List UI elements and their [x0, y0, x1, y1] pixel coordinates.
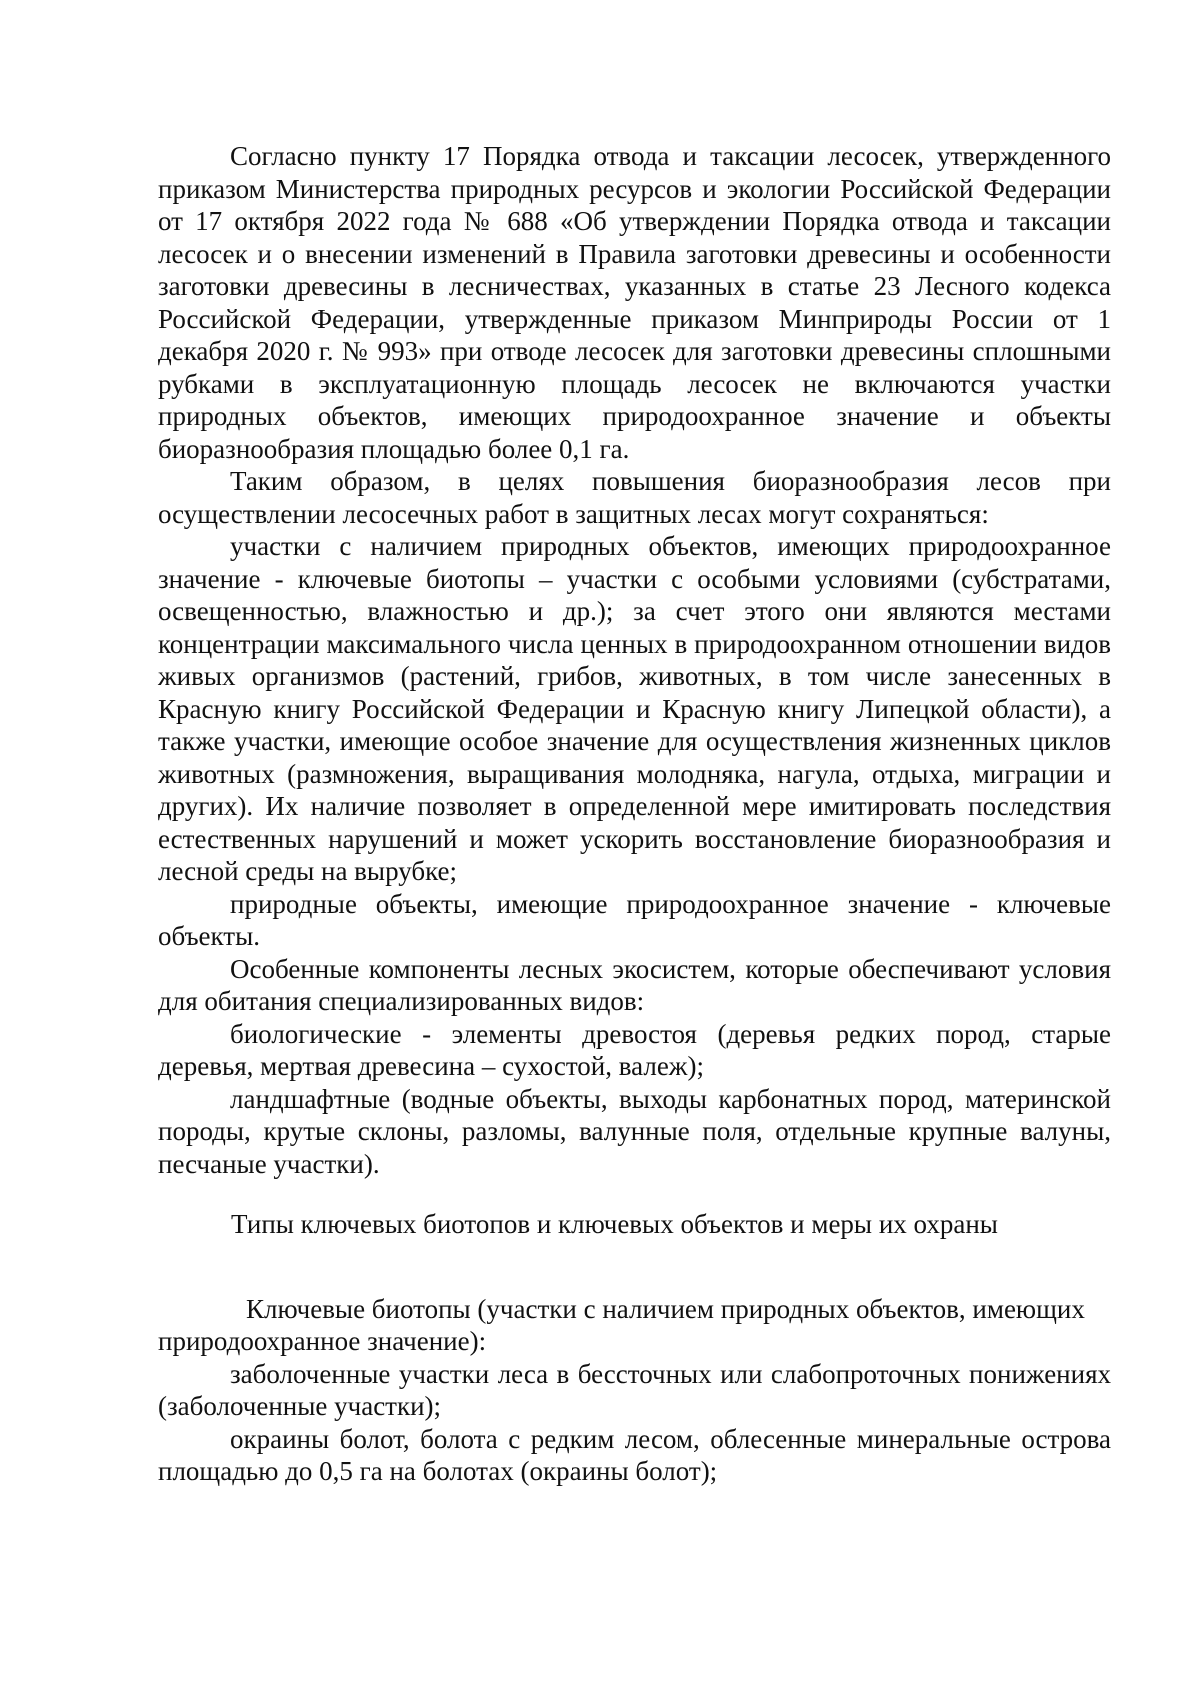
paragraph-legal-basis: Согласно пункту 17 Порядка отвода и таксации лесосек, утвержденного приказом Министерства природных ресурсов и экологии Российской Федерации от 17 октября 2022 года № 688 «Об утверждении Порядка отвода и таксации лесосек и о внесении изменений в Правила заготовки древесины и особенности заготовки древесины в лесничествах, указанных в статье 23 Лесного кодекса Российской Федерации, утвержденные приказом Минприроды России от 1 декабря 2020 г. № 993» при отводе лесосек для заготовки древесины сплошными рубками в эксплуатационную площадь лесосек не включаются участки природных объектов, имеющих природоохранное значение и объекты биоразнообразия площадью более 0,1 га.: [158, 141, 1111, 464]
paragraph-landscape: ландшафтные (водные объекты, выходы карбонатных пород, материнской породы, крутые склоны, разломы, валунные поля, отдельные крупные валуны, песчаные участки).: [158, 1083, 1111, 1179]
document-page: [158, 140, 1111, 1488]
paragraph-key-objects: природные объекты, имеющие природоохранное значение - ключевые объекты.: [158, 888, 1111, 951]
section-subheading: Ключевые биотопы (участки с наличием природных объектов, имеющих природоохранное значение):: [158, 1293, 1085, 1356]
section-heading: Типы ключевых биотопов и ключевых объектов и меры их охраны: [231, 1209, 998, 1239]
paragraph-key-biotopes: участки с наличием природных объектов, имеющих природоохранное значение - ключевые биотопы – участки с особыми условиями (субстратами, освещенностью, влажностью и др.); за счет этого они являются местами концентрации максимального числа ценных в природоохранном отношении видов живых организмов (растений, грибов, животных, в том числе занесенных в Красную книгу Российской Федерации и Красную книгу Липецкой области), а также участки, имеющие особое значение для осуществления жизненных циклов животных (размножения, выращивания молодняка, нагула, отдыха, миграции и других). Их наличие позволяет в определенной мере имитировать последствия естественных нарушений и может ускорить восстановление биоразнообразия и лесной среды на вырубке;: [158, 531, 1111, 886]
list-item: заболоченные участки леса в бессточных или слабопроточных понижениях (заболоченные участки);: [158, 1358, 1111, 1421]
paragraph-biological: биологические - элементы древостоя (деревья редких пород, старые деревья, мертвая древесина – сухостой, валеж);: [158, 1018, 1111, 1081]
paragraph-special-components: Особенные компоненты лесных экосистем, которые обеспечивают условия для обитания специализированных видов:: [158, 953, 1111, 1016]
list-item: окраины болот, болота с редким лесом, облесенные минеральные острова площадью до 0,5 га на болотах (окраины болот);: [158, 1423, 1111, 1486]
paragraph-conclusion: Таким образом, в целях повышения биоразнообразия лесов при осуществлении лесосечных работ в защитных лесах могут сохраняться:: [158, 466, 1111, 529]
